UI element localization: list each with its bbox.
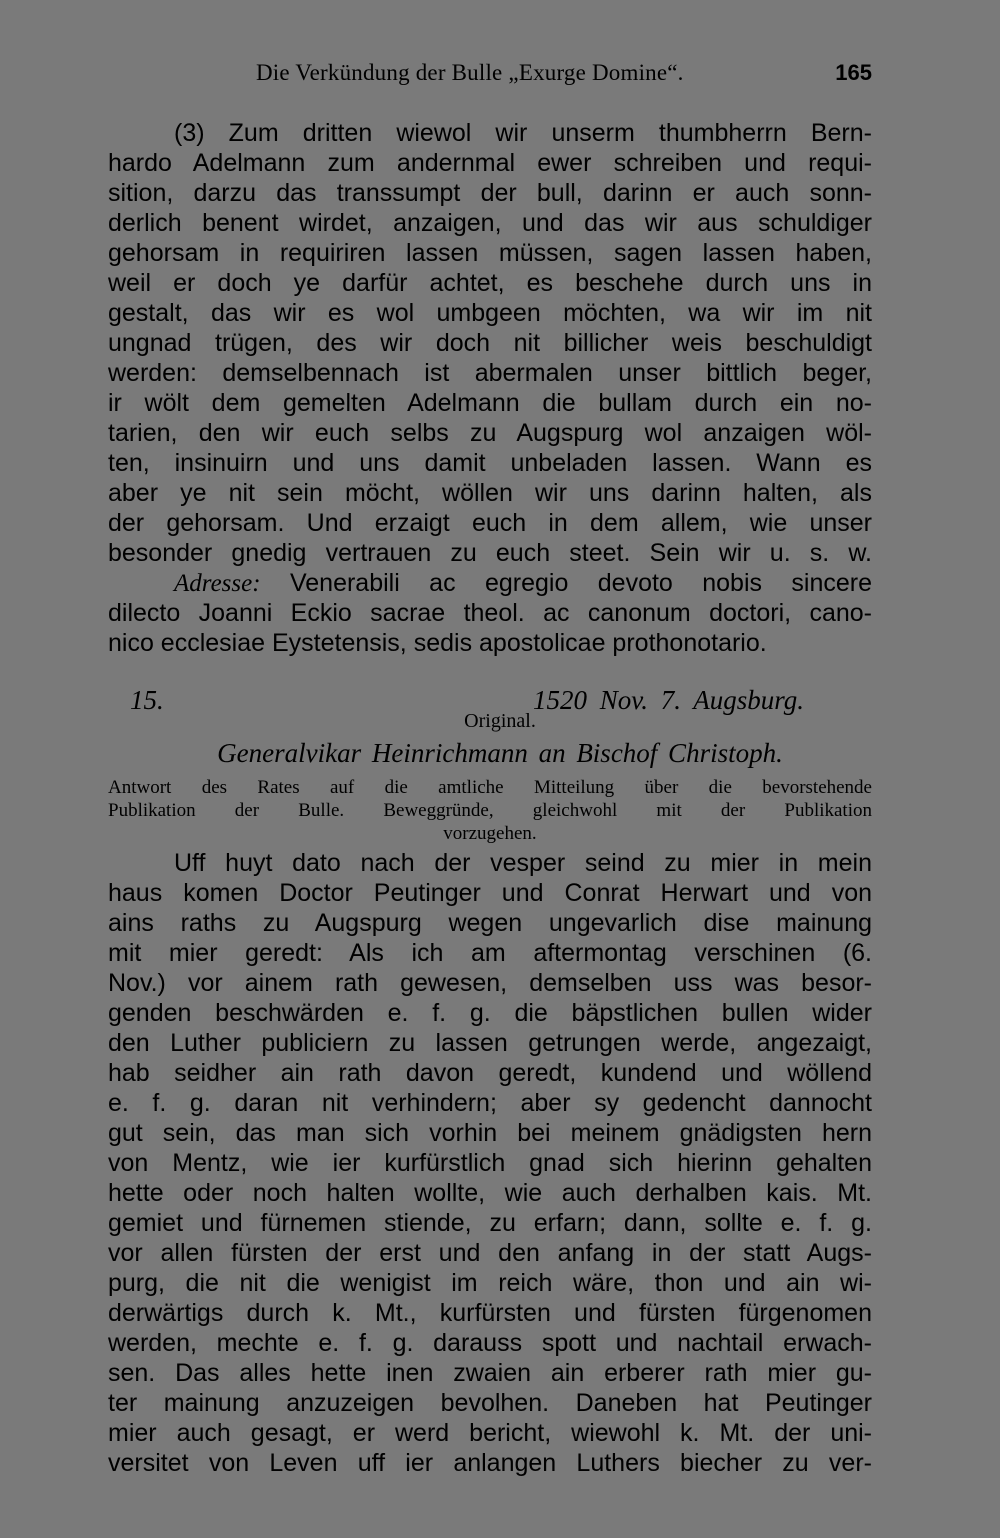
text-line: ir wölt dem gemelten Adelmann die bullam durch ein no- bbox=[108, 389, 872, 417]
text-line: hab seidher ain rath davon geredt, kundend und wöllend bbox=[108, 1059, 872, 1087]
running-title: Die Verkündung der Bulle „Exurge Domine“. bbox=[256, 60, 684, 85]
document-number: 15. bbox=[130, 685, 164, 715]
summary-line: vorzugehen. bbox=[443, 823, 537, 844]
document-date-place: 1520 Nov. 7. Augsburg. bbox=[533, 685, 805, 715]
text-line: ains raths zu Augspurg wegen ungevarlich dise mainung bbox=[108, 909, 872, 937]
text-line: e. f. g. daran nit verhindern; aber sy gedencht dannocht bbox=[108, 1089, 872, 1117]
text-line: gestalt, das wir es wol umbgeen möchten, wa wir im nit bbox=[108, 299, 872, 327]
text-line: von Mentz, wie ier kurfürstlich gnad sich hierinn gehalten bbox=[108, 1149, 872, 1177]
text-line: mit mier geredt: Als ich am aftermontag verschinen (6. bbox=[108, 939, 872, 967]
text-line: purg, die nit die wenigist im reich wäre, thon und ain wi- bbox=[108, 1269, 872, 1297]
text-line: gut sein, das man sich vorhin bei meinem gnädigsten hern bbox=[108, 1119, 872, 1147]
text-line: gemiet und fürnemen stiende, zu erfarn; dann, sollte e. f. g. bbox=[108, 1209, 872, 1237]
text-line: ten, insinuirn und uns damit unbeladen lassen. Wann es bbox=[108, 449, 872, 477]
running-header bbox=[108, 58, 872, 92]
text-line: Nov.) vor ainem rath gewesen, demselben uss was besor- bbox=[108, 969, 872, 997]
document-heading: Generalvikar Heinrichmann an Bischof Christoph. bbox=[217, 738, 783, 768]
address-line: dilecto Joanni Eckio sacrae theol. ac canonum doctori, cano- bbox=[108, 599, 872, 627]
summary-line: Publikation der Bulle. Beweggründe, gleichwohl mit der Publikation bbox=[108, 800, 872, 821]
text-line: sen. Das alles hette inen zwaien ain erberer rath mier gu- bbox=[108, 1359, 872, 1387]
text-line: derlich benent wirdet, anzaigen, und das wir aus schuldiger bbox=[108, 209, 872, 237]
page-number: 165 bbox=[835, 60, 872, 85]
text-line: aber ye nit sein möcht, wöllen wir uns darinn halten, als bbox=[108, 479, 872, 507]
text-line: vor allen fürsten der erst und den anfang in der statt Augs- bbox=[108, 1239, 872, 1267]
text-line: weil er doch ye darfür achtet, es beschehe durch uns in bbox=[108, 269, 872, 297]
text-line: der gehorsam. Und erzaigt euch in dem allem, wie unser bbox=[108, 509, 872, 537]
text-line: sition, darzu das transsumpt der bull, darinn er auch sonn- bbox=[108, 179, 872, 207]
text-line: hette oder noch halten wollte, wie auch derhalben kais. Mt. bbox=[108, 1179, 872, 1207]
text-line: Uff huyt dato nach der vesper seind zu mier in mein bbox=[174, 849, 872, 877]
source-note: Original. bbox=[464, 710, 536, 732]
text-line: gehorsam in requiriren lassen müssen, sagen lassen haben, bbox=[108, 239, 872, 267]
text-line: besonder gnedig vertrauen zu euch steet. Sein wir u. s. w. bbox=[108, 539, 872, 567]
text-line: genden beschwärden e. f. g. die bäpstlichen bullen wider bbox=[108, 999, 872, 1027]
text-line: werden, mechte e. f. g. darauss spott und nachtail erwach- bbox=[108, 1329, 872, 1357]
address-text: Venerabili ac egregio devoto nobis sincere bbox=[289, 569, 872, 597]
text-line: ter mainung anzuzeigen bevolhen. Daneben hat Peutinger bbox=[108, 1389, 872, 1417]
text-line: den Luther publiciern zu lassen getrungen werde, angezaigt, bbox=[108, 1029, 872, 1057]
text-line: hardo Adelmann zum andernmal ewer schreiben und requi- bbox=[108, 149, 872, 177]
text-line: derwärtigs durch k. Mt., kurfürsten und fürsten fürgenomen bbox=[108, 1299, 872, 1327]
address-line bbox=[108, 568, 872, 598]
text-line: werden: demselbennach ist abermalen unser bittlich beger, bbox=[108, 359, 872, 387]
address-line: nico ecclesiae Eystetensis, sedis apostolicae prothonotario. bbox=[108, 629, 767, 657]
text-line: mier auch gesagt, er werd bericht, wiewohl k. Mt. der uni- bbox=[108, 1419, 872, 1447]
summary-line: Antwort des Rates auf die amtliche Mitteilung über die bevorstehende bbox=[108, 777, 872, 798]
text-line: tarien, den wir euch selbs zu Augspurg wol anzaigen wöl- bbox=[108, 419, 872, 447]
text-line: versitet von Leven uff ier anlangen Luthers biecher zu ver- bbox=[108, 1449, 872, 1477]
address-label: Adresse: bbox=[174, 570, 261, 597]
text-line: haus komen Doctor Peutinger und Conrat Herwart und von bbox=[108, 879, 872, 907]
text-line: (3) Zum dritten wiewol wir unserm thumbherrn Bern- bbox=[174, 119, 872, 147]
text-line: ungnad trügen, des wir doch nit billicher weis beschuldigt bbox=[108, 329, 872, 357]
